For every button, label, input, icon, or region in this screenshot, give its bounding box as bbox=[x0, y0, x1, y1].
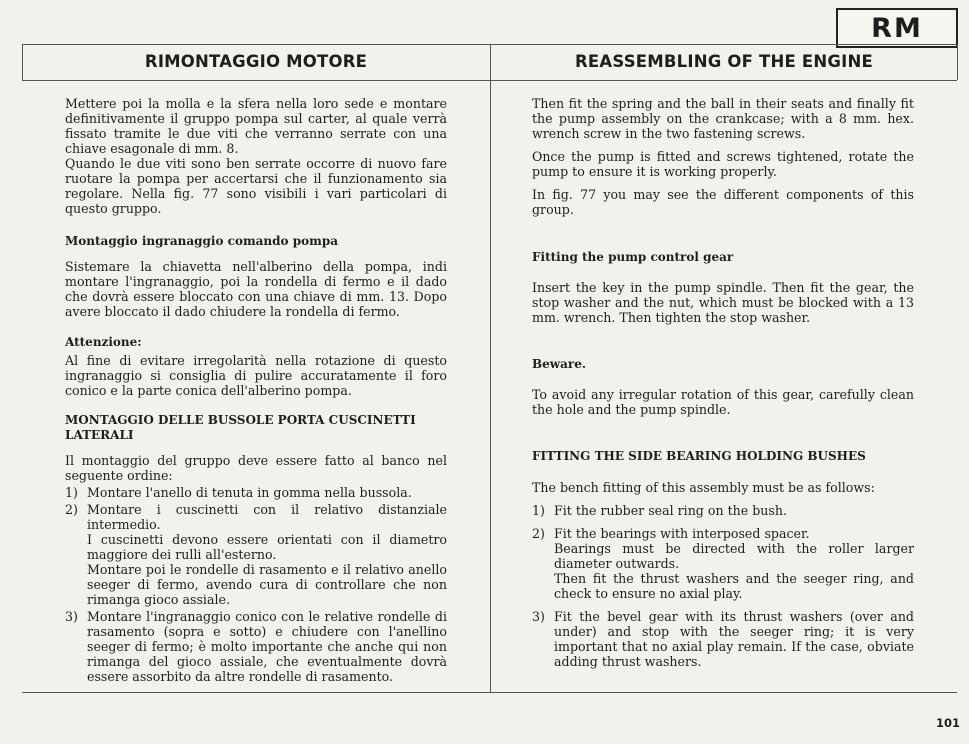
column-divider bbox=[490, 44, 491, 692]
italian-attention-heading: Attenzione: bbox=[65, 335, 142, 349]
english-beware-text: To avoid any irregular rotation of this gear, carefully clean the hole and the pump spindle. bbox=[532, 387, 914, 417]
step-number: 1) bbox=[65, 485, 78, 500]
section-badge: RM bbox=[836, 8, 958, 48]
list-item bbox=[65, 502, 447, 607]
italian-gear-heading: Montaggio ingranaggio comando pompa bbox=[65, 234, 338, 248]
italian-bushes-intro: Il montaggio del gruppo deve essere fatto al banco nel seguente ordine: bbox=[65, 453, 447, 483]
step-text: Montare poi le rondelle di rasamento e il relativo anello seeger di fermo, avendo cura di controllare che non rimanga gioco assiale. bbox=[87, 562, 447, 607]
italian-intro-1: Mettere poi la molla e la sfera nella loro sede e montare definitivamente il gruppo pompa sul carter, al quale verrà fissato tramite le due viti che verranno serrate con una chiave esagonale di mm. 8. bbox=[65, 96, 447, 156]
english-gear-text: Insert the key in the pump spindle. Then fit the gear, the stop washer and the nut, which must be blocked with a 13 mm. wrench. Then tighten the stop washer. bbox=[532, 280, 914, 325]
header-frame-right bbox=[957, 44, 958, 80]
list-item bbox=[532, 503, 914, 518]
step-text: Montare i cuscinetti con il relativo distanziale intermedio. bbox=[87, 502, 447, 532]
step-text: Bearings must be directed with the roller larger diameter outwards. bbox=[554, 541, 914, 571]
list-item bbox=[65, 609, 447, 684]
italian-intro-2: Quando le due viti sono ben serrate occorre di nuovo fare ruotare la pompa per accertarsi che il funzionamento sia regolare. Nella fig. 77 sono visibili i vari particolari di questo gruppo. bbox=[65, 156, 447, 216]
step-text: Montare l'anello di tenuta in gomma nella bussola. bbox=[87, 485, 412, 500]
english-gear-heading: Fitting the pump control gear bbox=[532, 250, 734, 264]
english-title: REASSEMBLING OF THE ENGINE bbox=[575, 52, 873, 71]
italian-title: RIMONTAGGIO MOTORE bbox=[144, 52, 368, 71]
english-beware-heading: Beware. bbox=[532, 357, 587, 371]
step-text: Fit the bevel gear with its thrust washers (over and under) and stop with the seeger ring; it is very important that no axial play remain. If the case, obviate adding thrust washers. bbox=[554, 609, 914, 669]
list-item bbox=[532, 609, 914, 669]
english-bushes-heading: FITTING THE SIDE BEARING HOLDING BUSHES bbox=[532, 449, 866, 463]
english-intro-1: Then fit the spring and the ball in their seats and finally fit the pump assembly on the crankcase; with a 8 mm. hex. wrench screw in the two fastening screws. bbox=[532, 96, 914, 141]
step-number: 3) bbox=[65, 609, 78, 624]
step-number: 2) bbox=[65, 502, 78, 517]
italian-attention-text: Al fine di evitare irregolarità nella rotazione di questo ingranaggio si consiglia di pulire accuratamente il foro conico e la parte conica dell'alberino pompa. bbox=[65, 353, 447, 398]
english-steps-list bbox=[532, 503, 914, 669]
step-number: 3) bbox=[532, 609, 545, 624]
step-text: I cuscinetti devono essere orientati con il diametro maggiore dei rulli all'esterno. bbox=[87, 532, 447, 562]
english-intro-2: Once the pump is fitted and screws tightened, rotate the pump to ensure it is working properly. bbox=[532, 149, 914, 179]
italian-gear-text: Sistemare la chiavetta nell'alberino della pompa, indi montare l'ingranaggio, poi la rondella di fermo e il dado che dovrà essere bloccato con una chiave di mm. 13. Dopo avere bloccato il dado chiudere la rondella di fermo. bbox=[65, 259, 447, 319]
step-text: Fit the rubber seal ring on the bush. bbox=[554, 503, 787, 518]
italian-bushes-heading: MONTAGGIO DELLE BUSSOLE PORTA CUSCINETTI LATERALI bbox=[65, 413, 416, 442]
english-intro-3: In fig. 77 you may see the different components of this group. bbox=[532, 187, 914, 217]
step-text: Then fit the thrust washers and the seeger ring, and check to ensure no axial play. bbox=[554, 571, 914, 601]
step-number: 1) bbox=[532, 503, 545, 518]
italian-steps-list bbox=[65, 485, 447, 684]
italian-column bbox=[65, 96, 447, 684]
footer-divider bbox=[22, 692, 957, 693]
english-column bbox=[532, 96, 914, 669]
english-bushes-intro: The bench fitting of this assembly must be as follows: bbox=[532, 480, 875, 495]
list-item bbox=[532, 526, 914, 601]
step-text: Fit the bearings with interposed spacer. bbox=[554, 526, 810, 541]
list-item bbox=[65, 485, 447, 500]
page-number: 101 bbox=[936, 716, 961, 730]
step-number: 2) bbox=[532, 526, 545, 541]
step-text: Montare l'ingranaggio conico con le relative rondelle di rasamento (sopra e sotto) e chiudere con l'anellino seeger di fermo; è molto importante che anche qui non rimanga del gioco assiale, che eventualmente dovrà essere assorbito da altre rondelle di rasamento. bbox=[87, 609, 447, 684]
